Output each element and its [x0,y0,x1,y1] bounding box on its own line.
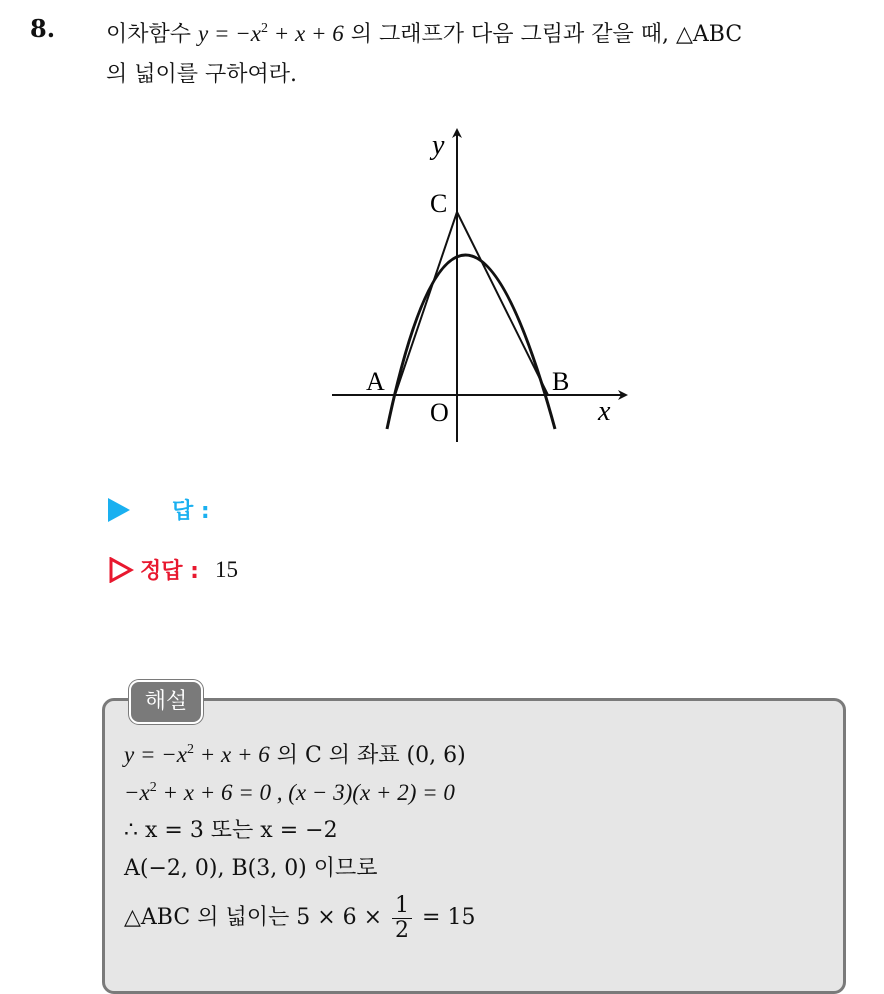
question-line-2: 의 넓이를 구하여라. [106,62,297,87]
sol1-b: + x + 6 [193,742,270,767]
solution-line-3: ∴ x = 3 또는 x = −2 [124,818,338,843]
answer-label: 답 : [172,499,210,524]
solution-line-1 [124,736,475,774]
solution-content [124,736,475,948]
sol5-a: △ABC 의 넓이는 5 × 6 × [124,905,390,930]
solution-line-4: A(−2, 0), B(3, 0) 이므로 [124,856,378,881]
y-axis-label: y [432,130,445,161]
sol2-eq [124,780,455,805]
sol5-b: = 15 [415,905,476,930]
play-triangle-icon [108,498,130,522]
fraction-denominator: 2 [395,917,410,943]
sol1-c: 의 C 의 좌표 (0, 6) [269,743,466,768]
question-text [106,14,876,95]
question-pre: 이차함수 [106,22,199,47]
sol1-eq [124,742,270,767]
point-a-label: A [366,367,385,396]
correct-answer-value: 15 [214,556,238,582]
answer-row [108,494,210,525]
eq-lhs: y [198,21,209,46]
sol2-exp: 2 [149,780,157,795]
question-post: 의 그래프가 다음 그림과 같을 때, △ABC [343,22,743,47]
x-axis-label: x [598,396,611,427]
point-c-label: C [430,189,448,218]
origin-label: O [430,398,449,427]
solution-line-5 [124,888,475,948]
point-b-label: B [552,367,570,396]
parabola-graph [326,124,632,446]
question-number: 8. [30,14,56,43]
correct-answer-label: 정답 : [140,559,199,584]
eq-rest: + x + 6 [267,21,344,46]
solution-tab: 해설 [129,680,203,724]
outline-triangle-icon [108,557,134,583]
eq-exponent: 2 [260,21,268,36]
fraction-one-half [392,894,412,943]
sol2-b: + x + 6 = 0 , (x − 3)(x + 2) = 0 [156,780,455,805]
sol1-a: y = −x [124,742,187,767]
sol1-exp: 2 [186,742,194,757]
fraction-numerator: 1 [392,894,412,919]
solution-line-2 [124,774,475,812]
triangle-abc [395,212,548,395]
eq-mid: = −x [208,21,261,46]
question-line-1 [106,14,876,55]
correct-answer-row [108,554,238,585]
sol2-a: −x [124,780,150,805]
question-equation [198,21,344,46]
